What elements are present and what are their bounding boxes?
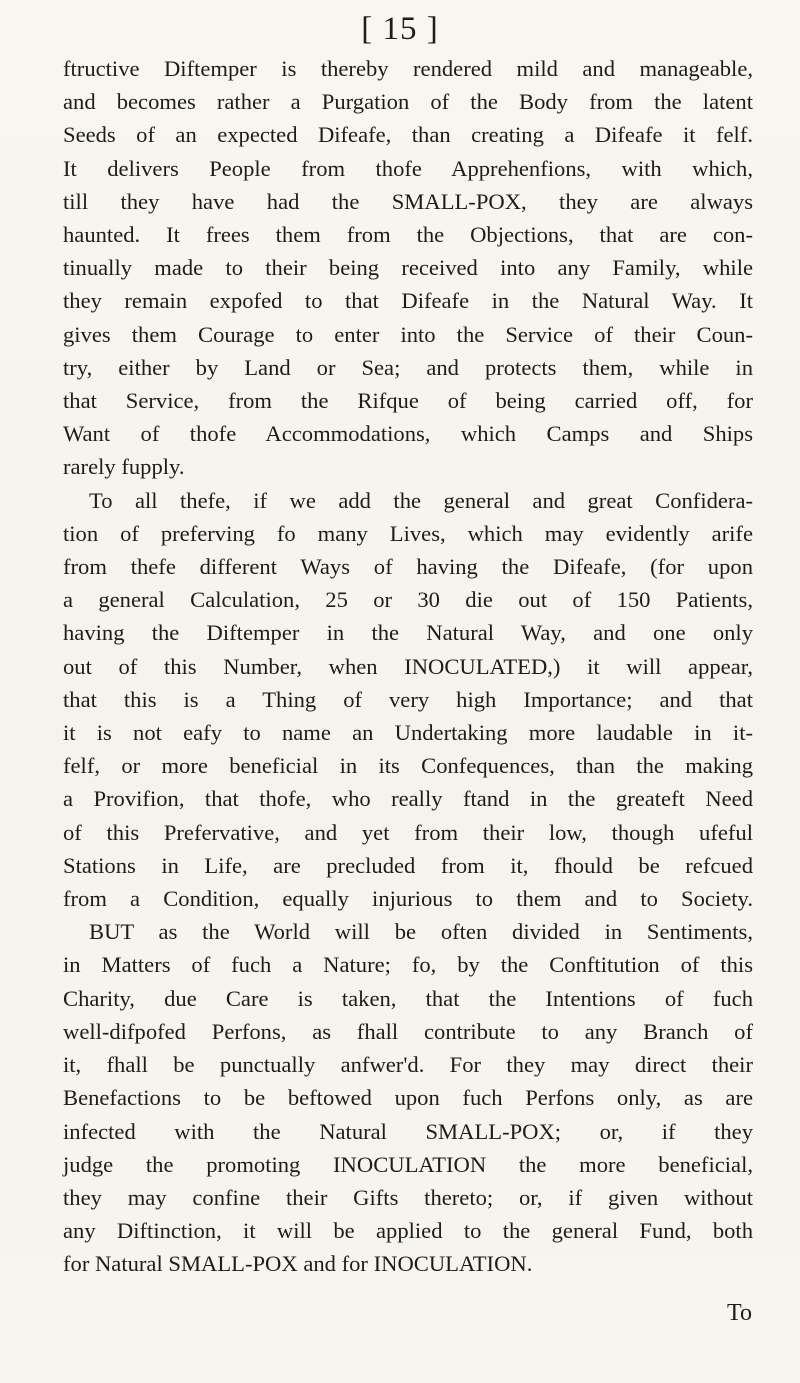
text-line: judge the promoting INOCULATION the more beneficial, bbox=[63, 1151, 753, 1177]
page-number-header: [ 15 ] bbox=[361, 11, 439, 47]
catchword: To bbox=[727, 1300, 752, 1326]
text-line: it, fhall be punctually anfwer'd. For they may direct their bbox=[63, 1052, 753, 1078]
text-line: a general Calculation, 25 or 30 die out of 150 Patients, bbox=[63, 587, 753, 613]
text-line: that this is a Thing of very high Importance; and that bbox=[63, 686, 753, 712]
text-line: Seeds of an expected Difeafe, than creating a Difeafe it felf. bbox=[63, 122, 753, 148]
text-line: infected with the Natural SMALL-POX; or, if they bbox=[63, 1118, 753, 1144]
text-line: tion of preferving fo many Lives, which may evidently arife bbox=[63, 520, 753, 546]
text-line: having the Diftemper in the Natural Way, and one only bbox=[63, 620, 753, 646]
text-line: in Matters of fuch a Nature; fo, by the Conftitution of this bbox=[63, 952, 753, 978]
text-line: till they have had the SMALL-POX, they are always bbox=[63, 188, 753, 214]
text-line: any Diftinction, it will be applied to the general Fund, both bbox=[63, 1218, 753, 1244]
text-line: Stations in Life, are precluded from it, fhould be refcued bbox=[63, 852, 753, 878]
text-line: haunted. It frees them from the Objections, that are con- bbox=[63, 222, 753, 248]
text-line: they remain expofed to that Difeafe in the Natural Way. It bbox=[63, 288, 753, 314]
text-line: from thefe different Ways of having the Difeafe, (for upon bbox=[63, 554, 753, 580]
text-line: Benefactions to be beftowed upon fuch Perfons only, as are bbox=[63, 1085, 753, 1111]
text-line: Want of thofe Accommodations, which Camps and Ships bbox=[63, 421, 753, 447]
text-line: gives them Courage to enter into the Service of their Coun- bbox=[63, 321, 753, 347]
text-line: BUT as the World will be often divided in Sentiments, bbox=[89, 919, 753, 945]
body-text bbox=[63, 52, 753, 1281]
text-line: that Service, from the Rifque of being carried off, for bbox=[63, 388, 753, 414]
text-line: from a Condition, equally injurious to them and to Society. bbox=[63, 886, 753, 912]
text-line: for Natural SMALL-POX and for INOCULATION. bbox=[63, 1251, 533, 1277]
text-line: felf, or more beneficial in its Confequences, than the making bbox=[63, 753, 753, 779]
text-line: well-difpofed Perfons, as fhall contribute to any Branch of bbox=[63, 1018, 753, 1044]
text-line: try, either by Land or Sea; and protects them, while in bbox=[63, 354, 753, 380]
text-line: and becomes rather a Purgation of the Body from the latent bbox=[63, 89, 753, 115]
text-line: tinually made to their being received into any Family, while bbox=[63, 255, 753, 281]
text-line: they may confine their Gifts thereto; or, if given without bbox=[63, 1184, 753, 1210]
text-line: it is not eafy to name an Undertaking more laudable in it- bbox=[63, 720, 753, 746]
text-line: a Provifion, that thofe, who really ftand in the greateft Need bbox=[63, 786, 753, 812]
text-line: It delivers People from thofe Apprehenfions, with which, bbox=[63, 155, 753, 181]
text-line: rarely fupply. bbox=[63, 454, 185, 480]
text-line: Charity, due Care is taken, that the Intentions of fuch bbox=[63, 985, 753, 1011]
text-line: out of this Number, when INOCULATED,) it will appear, bbox=[63, 653, 753, 679]
text-line: of this Prefervative, and yet from their low, though ufeful bbox=[63, 819, 753, 845]
text-line: ftructive Diftemper is thereby rendered mild and manageable, bbox=[63, 56, 753, 81]
text-line: To all thefe, if we add the general and great Confidera- bbox=[89, 487, 753, 513]
